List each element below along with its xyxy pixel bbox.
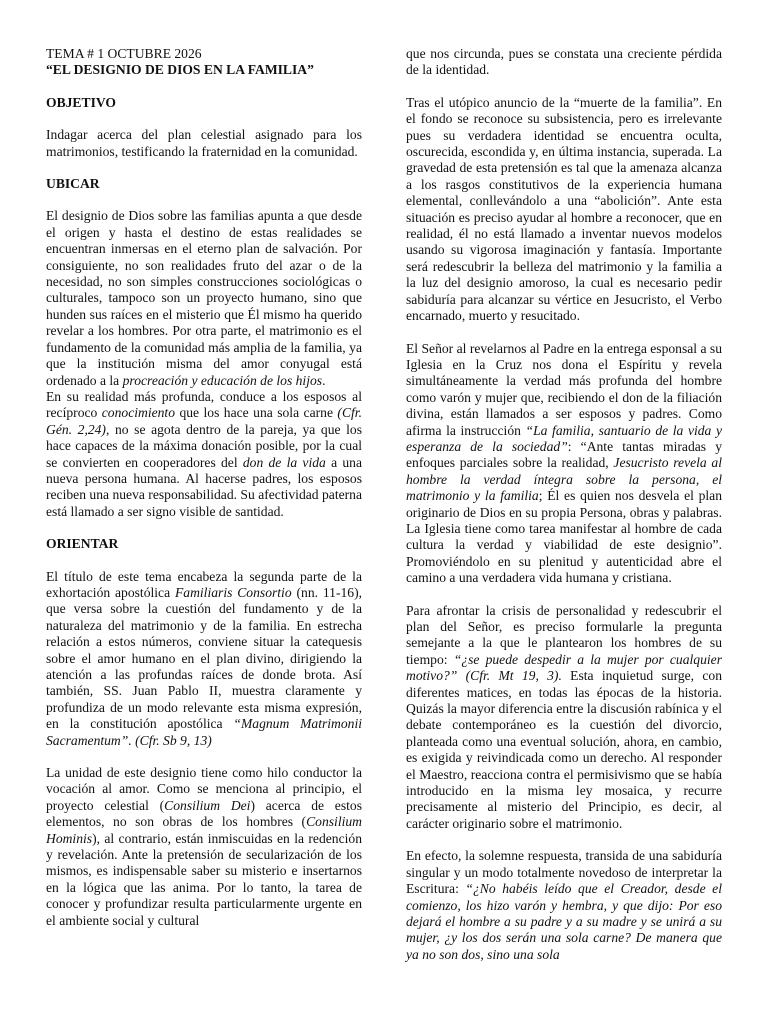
document-title: “EL DESIGNIO DE DIOS EN LA FAMILIA”	[46, 62, 314, 78]
ubicar-paragraph-2: En su realidad más profunda, conduce a los esposos al recíproco conocimiento que los hace una sola carne (Cfr. Gén. 2,24), no se agota dentro de la pareja, ya que los hace capaces de la máxima donación posible, por la cual se convierten en cooperadores del don de la vida a una nueva persona humana. Al hacerse padres, los esposos reciben una nueva responsabilidad. Su afectividad paterna está llamado a ser signo visible de santidad.	[46, 388, 362, 519]
paragraph-muerte-familia: Tras el utópico anuncio de la “muerte de la familia”. En el fondo se reconoce su subsistencia, pero es irrelevante pues su verdadera identidad se encuentra oculta, oscurecida, escondida y, en última instancia, superada. La gravedad de esta pretensión es tal que la amenaza alcanza a los rasgos constitutivos de la experiencia humana elemental, conllevándolo a una “abolición”. Ante esta situación es preciso ayudar al hombre a reconocer, que en realidad, él no está llamado a inventar nuevos modelos usando su vigorosa imaginación y fantasía. Importante será redescubrir la belleza del matrimonio y la familia a la luz del designio amoroso, la cual es necesario pedir sabiduría para alcanzar su vértice en Jesucristo, el Verbo encarnado, muerto y resucitado.	[406, 94, 722, 324]
paragraph-respuesta: En efecto, la solemne respuesta, transida de una sabiduría singular y un modo totalmente novedoso de interpretar la Escritura: “¿No habéis leído que el Creador, desde el comienzo, los hizo varón y hembra, y que dijo: Por eso dejará el hombre a su padre y a su madre y se unirá a su mujer, ¿y los dos serán una sola carne? De manera que ya no son dos, sino una sola	[406, 848, 722, 962]
heading-ubicar: UBICAR	[46, 176, 100, 192]
topic-line: TEMA # 1 OCTUBRE 2026	[46, 46, 202, 61]
orientar-paragraph-2: La unidad de este designio tiene como hilo conductor la vocación al amor. Como se menciona al principio, el proyecto celestial (Consilium Dei) acerca de estos elementos, no son obras de los hombres (Consilium Hominis), al contrario, están inmiscuidas en la redención y revelación. Ante la pretensión de secularización de los mismos, es indispensable saber su misterio e insertarnos en la lógica que las anima. Por lo tanto, la tarea de conocer y profundizar resulta particularmente urgente en el ambiente social y cultural	[46, 765, 362, 928]
heading-orientar: ORIENTAR	[46, 536, 119, 552]
heading-objetivo: OBJETIVO	[46, 94, 116, 110]
continued-paragraph: que nos circunda, pues se constata una creciente pérdida de la identidad.	[406, 46, 722, 78]
right-column	[406, 46, 722, 963]
orientar-paragraph-1: El título de este tema encabeza la segunda parte de la exhortación apostólica Familiaris Consortio (nn. 11-16), que versa sobre la cuestión del fundamento y de la naturaleza del matrimonio y de la familia. En estrecha relación a estos números, conviene situar la catequesis sobre el amor humano en el plan divino, dirigiendo la atención a las profundas raíces de donde brota. Así también, SS. Juan Pablo II, muestra claramente y profundiza de un modo relevante esta misma expresión, en la constitución apostólica “Magnum Matrimonii Sacramentum”. (Cfr. Sb 9, 13)	[46, 568, 363, 748]
left-column	[46, 46, 362, 929]
ubicar-paragraph-1: El designio de Dios sobre las familias apunta a que desde el origen y hasta el destino de estas realidades se encuentran inmersas en el eterno plan de salvación. Por consiguiente, no son realidades fruto del azar o de la necesidad, no son simples construcciones sociológicas o culturales, tampoco son un proyecto humano, sino que hunden sus raíces en el misterio que Él mismo ha querido revelar a los hombres. Por otra parte, el matrimonio es el fundamento de la comunidad más amplia de la familia, ya que la institución misma del amor conyugal está ordenado a la procreación y educación de los hijos.	[46, 208, 362, 388]
objetivo-paragraph: Indagar acerca del plan celestial asignado para los matrimonios, testificando la fraternidad en la comunidad.	[46, 127, 362, 159]
paragraph-senor-revela: El Señor al revelarnos al Padre en la entrega esponsal a su Iglesia en la Cruz nos dona el Espíritu y revela simultáneamente la verdad más profunda del hombre como varón y mujer que, recibiendo el don de la filiación divina, están llamados a ser esposos y padres. Como afirma la instrucción “La familia, santuario de la vida y esperanza de la sociedad”: “Ante tantas miradas y enfoques parciales sobre la realidad, Jesucristo revela al hombre la verdad íntegra sobre la persona, el matrimonio y la familia; Él es quien nos desvela el plan originario de Dios en su propia Persona, obras y palabras. La Iglesia tiene como tarea manifestar al hombre de cada cultura la verdad y viabilidad de este designio”. Promoviéndolo en su plenitud y autenticidad abre el camino a una verdadera vida humana y cristiana.	[406, 340, 723, 586]
paragraph-crisis: Para afrontar la crisis de personalidad y redescubrir el plan del Señor, es preciso formularle la pregunta semejante a la que le plantearon los hombres de su tiempo: “¿se puede despedir a la mujer por cualquier motivo?” (Cfr. Mt 19, 3). Esta inquietud surge, con diferentes matices, en todas las épocas de la historia. Quizás la mayor diferencia entre la discusión rabínica y el debate contemporáneo es la cuestión del divorcio, planteada como una eventual solución, ahora, en cambio, es exigida y reivindicada como un derecho. Al responder el Maestro, reacciona contra el permisivismo que se había introducido en la misma ley mosaica, y recurre precisamente al misterio del Principio, es decir, al carácter originario sobre el matrimonio.	[406, 602, 722, 831]
